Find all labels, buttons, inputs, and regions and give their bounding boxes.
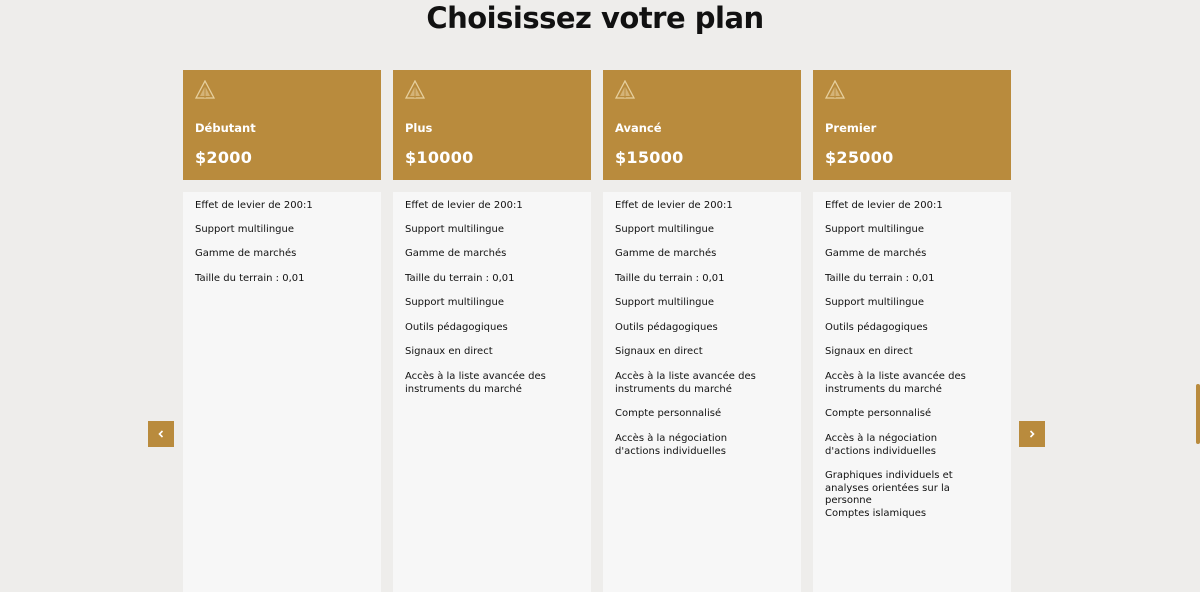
plan-price: $10000 xyxy=(405,148,474,167)
brand-logo-icon xyxy=(405,80,425,100)
feature-item: Signaux en direct xyxy=(615,346,703,357)
feature-item: Gamme de marchés xyxy=(825,248,927,259)
feature-item: Accès à la négociation d'actions individuelles xyxy=(615,433,728,457)
plan-card-header xyxy=(603,70,801,180)
feature-item: Graphiques individuels et analyses orientées sur la personne xyxy=(825,470,953,506)
feature-item: Accès à la négociation d'actions individuelles xyxy=(825,433,938,457)
plan-card-premier[interactable] xyxy=(813,70,1011,519)
feature-item: Effet de levier de 200:1 xyxy=(195,200,313,211)
plan-name: Débutant xyxy=(195,121,256,135)
feature-item: Effet de levier de 200:1 xyxy=(615,200,733,211)
feature-item: Taille du terrain : 0,01 xyxy=(195,273,305,284)
feature-item: Outils pédagogiques xyxy=(825,322,928,333)
chevron-right-icon xyxy=(1027,429,1037,439)
feature-item: Accès à la liste avancée des instruments du marché xyxy=(405,371,546,395)
plan-price: $2000 xyxy=(195,148,253,167)
feature-item: Signaux en direct xyxy=(825,346,913,357)
carousel-next-button[interactable] xyxy=(1019,421,1045,447)
feature-item: Signaux en direct xyxy=(405,346,493,357)
plan-card-header xyxy=(393,70,591,180)
feature-item: Comptes islamiques xyxy=(825,508,927,519)
page-scrollbar[interactable] xyxy=(1196,384,1200,444)
feature-item: Outils pédagogiques xyxy=(615,322,718,333)
feature-item: Support multilingue xyxy=(615,297,714,308)
feature-item: Compte personnalisé xyxy=(615,408,722,419)
plan-card-plus[interactable] xyxy=(393,70,591,395)
plan-card-debutant[interactable] xyxy=(183,70,381,284)
plan-card-header xyxy=(183,70,381,180)
brand-logo-icon xyxy=(825,80,845,100)
page-title: Choisissez votre plan xyxy=(426,1,764,35)
plan-name: Premier xyxy=(825,121,877,135)
plan-name: Avancé xyxy=(615,121,662,135)
feature-item: Support multilingue xyxy=(405,297,504,308)
plan-card-header xyxy=(813,70,1011,180)
feature-item: Taille du terrain : 0,01 xyxy=(405,273,515,284)
feature-item: Gamme de marchés xyxy=(195,248,297,259)
feature-item: Support multilingue xyxy=(825,224,924,235)
feature-item: Compte personnalisé xyxy=(825,408,932,419)
feature-item: Support multilingue xyxy=(405,224,504,235)
feature-item: Accès à la liste avancée des instruments du marché xyxy=(615,371,756,395)
plan-price: $25000 xyxy=(825,148,894,167)
feature-item: Taille du terrain : 0,01 xyxy=(825,273,935,284)
plan-card-avance[interactable] xyxy=(603,70,801,457)
plan-price: $15000 xyxy=(615,148,684,167)
brand-logo-icon xyxy=(195,80,215,100)
feature-item: Support multilingue xyxy=(615,224,714,235)
feature-item: Outils pédagogiques xyxy=(405,322,508,333)
feature-item: Gamme de marchés xyxy=(405,248,507,259)
feature-item: Effet de levier de 200:1 xyxy=(825,200,943,211)
feature-item: Support multilingue xyxy=(195,224,294,235)
plan-features-list xyxy=(603,192,801,592)
brand-logo-icon xyxy=(615,80,635,100)
feature-item: Effet de levier de 200:1 xyxy=(405,200,523,211)
feature-item: Gamme de marchés xyxy=(615,248,717,259)
carousel-prev-button[interactable] xyxy=(148,421,174,447)
plan-features-list xyxy=(813,192,1011,592)
chevron-left-icon xyxy=(156,429,166,439)
plan-features-list xyxy=(393,192,591,592)
plan-features-list xyxy=(183,192,381,592)
feature-item: Support multilingue xyxy=(825,297,924,308)
feature-item: Taille du terrain : 0,01 xyxy=(615,273,725,284)
plan-name: Plus xyxy=(405,121,433,135)
feature-item: Accès à la liste avancée des instruments du marché xyxy=(825,371,966,395)
